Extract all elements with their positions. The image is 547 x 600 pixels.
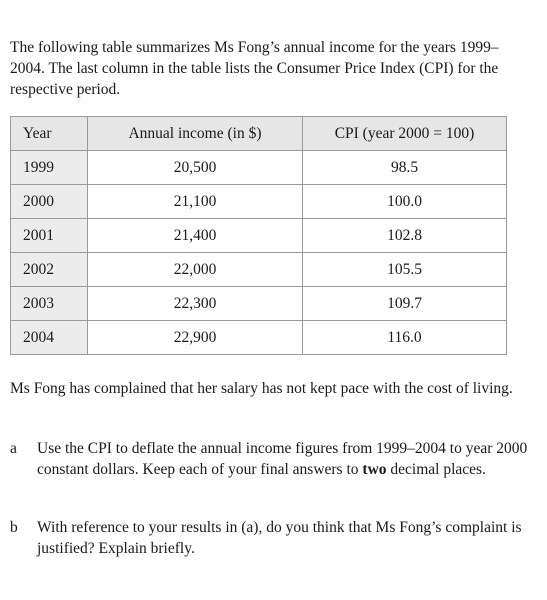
income-cpi-table [10, 116, 507, 355]
cell-income: 21,100 [88, 185, 303, 219]
table-row [11, 151, 507, 185]
header-year: Year [11, 117, 88, 151]
table-row [11, 185, 507, 219]
cell-year: 2001 [11, 219, 88, 253]
question-a-text-before: Use the CPI to deflate the annual income figures from 1999–2004 to year 2000 constant dollars. Keep each of your final answers to [37, 440, 528, 478]
cell-income: 22,900 [88, 321, 303, 355]
cell-cpi: 109.7 [303, 287, 507, 321]
table-row [11, 287, 507, 321]
question-a-label: a [10, 440, 17, 457]
cell-cpi: 105.5 [303, 253, 507, 287]
question-b-label: b [10, 519, 18, 536]
cell-cpi: 116.0 [303, 321, 507, 355]
cell-year: 2000 [11, 185, 88, 219]
cell-year: 1999 [11, 151, 88, 185]
cell-year: 2003 [11, 287, 88, 321]
question-a-emphasis: two [362, 461, 387, 478]
cell-income: 21,400 [88, 219, 303, 253]
complaint-paragraph: Ms Fong has complained that her salary has not kept pace with the cost of living. [10, 380, 513, 397]
question-b-text: With reference to your results in (a), do you think that Ms Fong’s complaint is justified? Explain briefly. [37, 519, 522, 557]
question-b [10, 517, 530, 559]
cell-cpi: 98.5 [303, 151, 507, 185]
header-annual-income: Annual income (in $) [88, 117, 303, 151]
intro-paragraph: The following table summarizes Ms Fong’s annual income for the years 1999–2004. The last column in the table lists the Consumer Price Index (CPI) for the respective period. [10, 39, 499, 98]
header-cpi: CPI (year 2000 = 100) [303, 117, 507, 151]
cell-income: 22,300 [88, 287, 303, 321]
cell-cpi: 102.8 [303, 219, 507, 253]
cell-cpi: 100.0 [303, 185, 507, 219]
cell-year: 2002 [11, 253, 88, 287]
question-a-text [37, 438, 530, 480]
table-row [11, 219, 507, 253]
table-row [11, 253, 507, 287]
question-a-text-after: decimal places. [386, 461, 486, 478]
cell-year: 2004 [11, 321, 88, 355]
table-header-row [11, 117, 507, 151]
cell-income: 20,500 [88, 151, 303, 185]
question-a [10, 438, 530, 480]
cell-income: 22,000 [88, 253, 303, 287]
table-row [11, 321, 507, 355]
